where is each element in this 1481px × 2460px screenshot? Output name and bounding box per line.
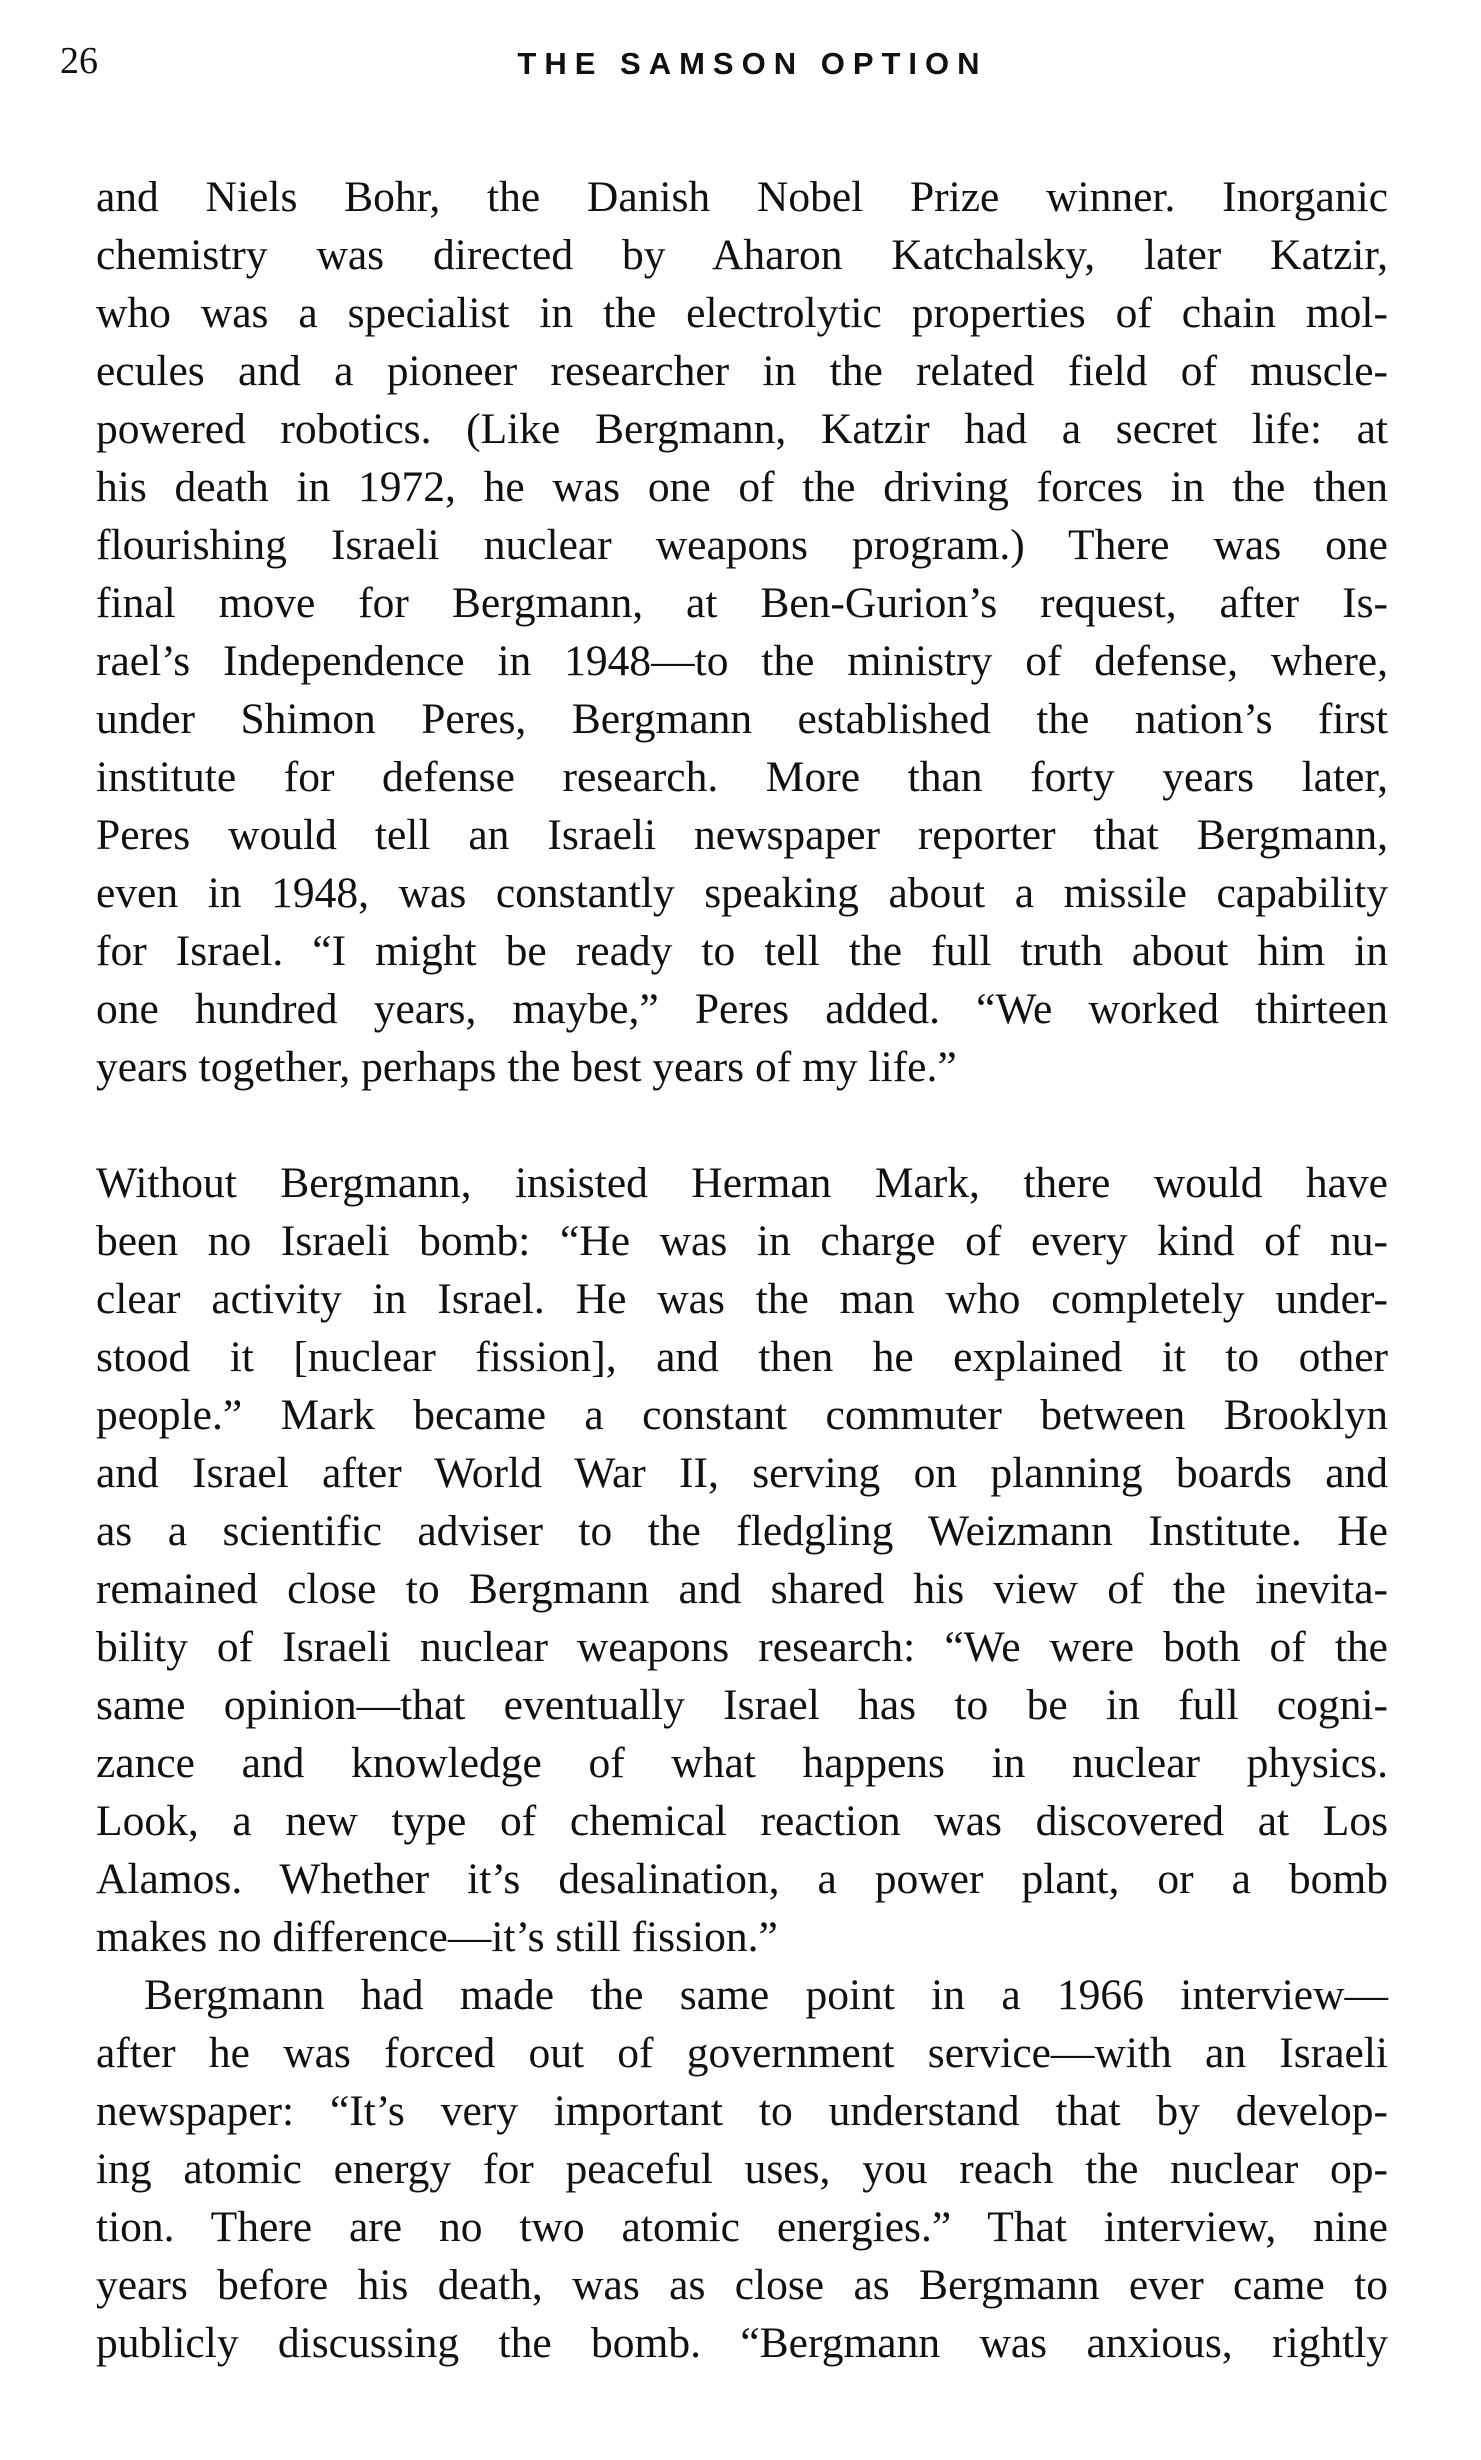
- text-line: final move for Bergmann, at Ben-Gurion’s request, after Is-: [96, 579, 1388, 627]
- paragraph-2: [96, 1154, 1388, 1966]
- text-line: who was a specialist in the electrolytic properties of chain mol-: [96, 289, 1388, 337]
- text-line: same opinion—that eventually Israel has to be in full cogni-: [96, 1681, 1388, 1729]
- text-line: powered robotics. (Like Bergmann, Katzir had a secret life: at: [96, 405, 1388, 453]
- text-line: ing atomic energy for peaceful uses, you reach the nuclear op-: [96, 2145, 1388, 2193]
- text-line: even in 1948, was constantly speaking about a missile capability: [96, 869, 1388, 917]
- text-line: remained close to Bergmann and shared his view of the inevita-: [96, 1565, 1388, 1613]
- text-line: Bergmann had made the same point in a 1966 interview—: [144, 1971, 1388, 2019]
- text-line: zance and knowledge of what happens in nuclear physics.: [96, 1739, 1388, 1787]
- text-line: flourishing Israeli nuclear weapons program.) There was one: [96, 521, 1388, 569]
- text-line: one hundred years, maybe,” Peres added. “We worked thirteen: [96, 985, 1388, 1033]
- text-line: years before his death, was as close as Bergmann ever came to: [96, 2261, 1388, 2309]
- text-line: chemistry was directed by Aharon Katchalsky, later Katzir,: [96, 231, 1388, 279]
- text-line: under Shimon Peres, Bergmann established the nation’s first: [96, 695, 1388, 743]
- text-line: Look, a new type of chemical reaction was discovered at Los: [96, 1797, 1388, 1845]
- text-line: after he was forced out of government service—with an Israeli: [96, 2029, 1388, 2077]
- text-line: and Israel after World War II, serving on planning boards and: [96, 1449, 1388, 1497]
- section-break: [96, 1096, 1388, 1154]
- paragraph-1: [96, 168, 1388, 1096]
- text-line: for Israel. “I might be ready to tell the full truth about him in: [96, 927, 1388, 975]
- text-line: years together, perhaps the best years of my life.”: [96, 1043, 957, 1091]
- text-line: been no Israeli bomb: “He was in charge of every kind of nu-: [96, 1217, 1388, 1265]
- text-line: as a scientific adviser to the fledgling Weizmann Institute. He: [96, 1507, 1388, 1555]
- text-line: publicly discussing the bomb. “Bergmann was anxious, rightly: [96, 2319, 1388, 2367]
- text-line: clear activity in Israel. He was the man who completely under-: [96, 1275, 1388, 1323]
- text-line: ecules and a pioneer researcher in the related field of muscle-: [96, 347, 1388, 395]
- text-line: tion. There are no two atomic energies.” That interview, nine: [96, 2203, 1388, 2251]
- text-line: his death in 1972, he was one of the driving forces in the then: [96, 463, 1388, 511]
- text-line: Alamos. Whether it’s desalination, a power plant, or a bomb: [96, 1855, 1388, 1903]
- body-text: [96, 168, 1388, 2372]
- text-line: institute for defense research. More than forty years later,: [96, 753, 1388, 801]
- text-line: people.” Mark became a constant commuter between Brooklyn: [96, 1391, 1388, 1439]
- text-line: newspaper: “It’s very important to understand that by develop-: [96, 2087, 1388, 2135]
- paragraph-3: [96, 1966, 1388, 2372]
- page-number: 26: [60, 40, 98, 82]
- text-line: Peres would tell an Israeli newspaper reporter that Bergmann,: [96, 811, 1388, 859]
- text-line: and Niels Bohr, the Danish Nobel Prize winner. Inorganic: [96, 173, 1388, 221]
- text-line: Without Bergmann, insisted Herman Mark, there would have: [96, 1159, 1388, 1207]
- text-line: makes no difference—it’s still fission.”: [96, 1913, 778, 1961]
- text-line: stood it [nuclear fission], and then he explained it to other: [96, 1333, 1388, 1381]
- running-head: THE SAMSON OPTION: [517, 46, 988, 81]
- text-line: rael’s Independence in 1948—to the ministry of defense, where,: [96, 637, 1388, 685]
- text-line: bility of Israeli nuclear weapons research: “We were both of the: [96, 1623, 1388, 1671]
